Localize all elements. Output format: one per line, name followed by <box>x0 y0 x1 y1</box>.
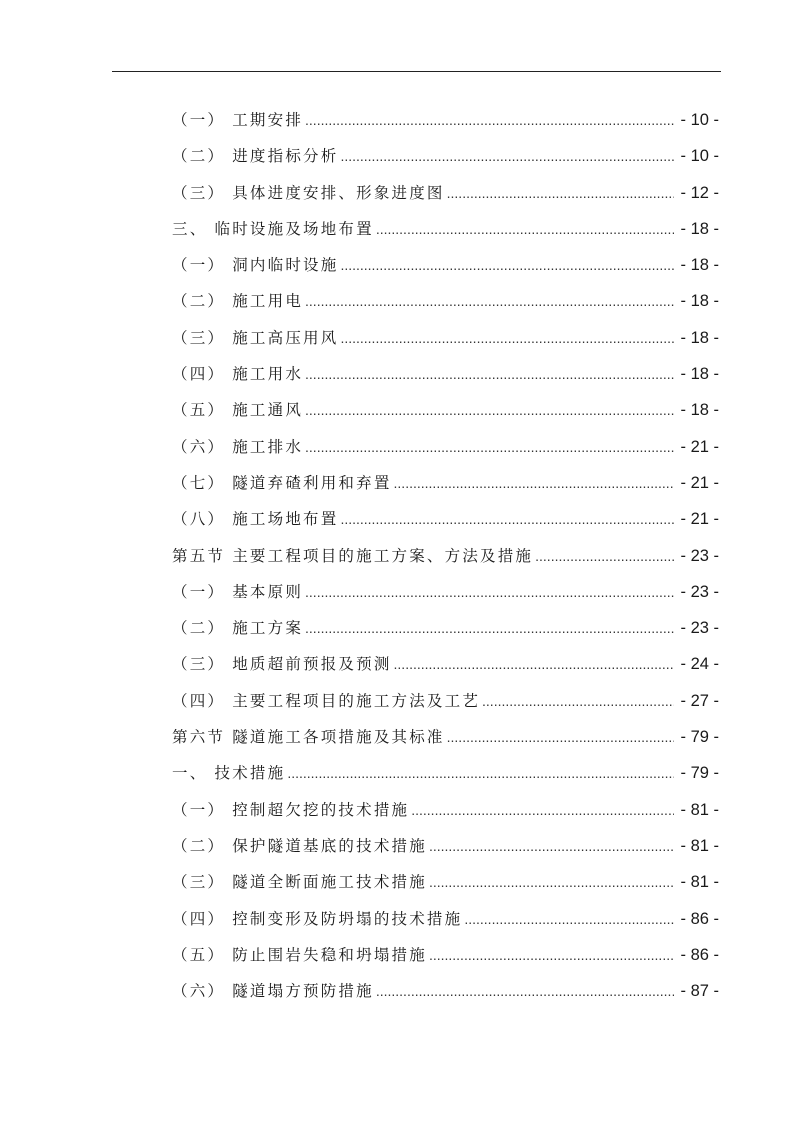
toc-page-number: - 10 - <box>680 147 719 166</box>
toc-page-number: - 81 - <box>680 873 719 892</box>
toc-page-number: - 18 - <box>680 365 719 384</box>
toc-entry[interactable] <box>172 144 719 180</box>
toc-entry[interactable] <box>172 616 719 652</box>
toc-entry-title: （四） 控制变形及防坍塌的技术措施 <box>172 909 463 928</box>
toc-entry-title: （五） 防止围岩失稳和坍塌措施 <box>172 945 427 964</box>
toc-page-number: - 79 - <box>680 728 719 747</box>
toc-entry-title: （八） 施工场地布置 <box>172 510 339 529</box>
toc-leader-dots <box>376 983 675 999</box>
toc-entry[interactable] <box>172 761 719 797</box>
toc-leader-dots <box>340 257 674 273</box>
toc-page-number: - 21 - <box>680 510 719 529</box>
toc-leader-dots <box>305 584 674 600</box>
toc-leader-dots <box>429 874 675 890</box>
toc-entry-title: 三、 临时设施及场地布置 <box>172 219 374 238</box>
toc-entry[interactable] <box>172 362 719 398</box>
toc-page-number: - 18 - <box>680 256 719 275</box>
toc-leader-dots <box>340 330 674 346</box>
toc-leader-dots <box>394 475 675 491</box>
toc-entry[interactable] <box>172 544 719 580</box>
toc-page-number: - 18 - <box>680 328 719 347</box>
toc-entry[interactable] <box>172 398 719 434</box>
toc-entry-title: （一） 控制超欠挖的技术措施 <box>172 800 410 819</box>
toc-entry-title: （六） 施工排水 <box>172 437 304 456</box>
toc-leader-dots <box>305 402 674 418</box>
toc-entry[interactable] <box>172 907 719 943</box>
header-rule <box>112 71 721 72</box>
toc-page-number: - 21 - <box>680 473 719 492</box>
toc-page-number: - 23 - <box>680 546 719 565</box>
toc-page-number: - 18 - <box>680 219 719 238</box>
toc-leader-dots <box>376 221 675 237</box>
toc-entry[interactable] <box>172 181 719 217</box>
toc-leader-dots <box>394 656 675 672</box>
toc-page-number: - 10 - <box>680 111 719 129</box>
toc-page-number: - 24 - <box>680 655 719 674</box>
toc-entry-title: 第五节 主要工程项目的施工方案、方法及措施 <box>172 546 534 565</box>
toc-entry[interactable] <box>172 471 719 507</box>
toc-entry-title: （一） 基本原则 <box>172 582 304 601</box>
toc-entry[interactable] <box>172 580 719 616</box>
toc-entry[interactable] <box>172 108 719 144</box>
toc-entry-title: （七） 隧道弃碴利用和弃置 <box>172 473 392 492</box>
toc-leader-dots <box>340 148 674 164</box>
toc-page-number: - 86 - <box>680 909 719 928</box>
toc-entry-title: （一） 洞内临时设施 <box>172 256 339 275</box>
toc-entry[interactable] <box>172 689 719 725</box>
toc-page-number: - 21 - <box>680 437 719 456</box>
toc-leader-dots <box>305 439 674 455</box>
toc-page-number: - 12 - <box>680 183 719 202</box>
toc-page-number: - 27 - <box>680 691 719 710</box>
toc-leader-dots <box>287 765 674 781</box>
toc-page-number: - 18 - <box>680 292 719 311</box>
toc-entry[interactable] <box>172 435 719 471</box>
toc-leader-dots <box>429 947 675 963</box>
toc-page-number: - 23 - <box>680 619 719 638</box>
toc-entry-title: （二） 保护隧道基底的技术措施 <box>172 836 427 855</box>
toc-leader-dots <box>305 293 674 309</box>
toc-entry[interactable] <box>172 834 719 870</box>
toc-entry-title: （二） 进度指标分析 <box>172 147 339 166</box>
toc-leader-dots <box>482 693 674 709</box>
toc-leader-dots <box>447 729 675 745</box>
toc-page-number: - 23 - <box>680 582 719 601</box>
toc-entry[interactable] <box>172 652 719 688</box>
toc-leader-dots <box>305 112 674 128</box>
toc-page-number: - 79 - <box>680 764 719 783</box>
toc-entry[interactable] <box>172 326 719 362</box>
toc-entry-title: （一） 工期安排 <box>172 111 304 129</box>
toc-entry-title: （六） 隧道塌方预防措施 <box>172 982 374 1001</box>
toc-page-number: - 87 - <box>680 982 719 1001</box>
toc-leader-dots <box>305 620 674 636</box>
toc-entry[interactable] <box>172 798 719 834</box>
toc-leader-dots <box>464 911 674 927</box>
toc-entry[interactable] <box>172 507 719 543</box>
toc-entry-title: （三） 地质超前预报及预测 <box>172 655 392 674</box>
toc-entry-title: （三） 具体进度安排、形象进度图 <box>172 183 445 202</box>
toc-entry[interactable] <box>172 217 719 253</box>
toc-entry[interactable] <box>172 870 719 906</box>
toc-leader-dots <box>340 511 674 527</box>
toc-entry-title: （二） 施工方案 <box>172 619 304 638</box>
toc-entry-title: （二） 施工用电 <box>172 292 304 311</box>
toc-entry-title: （三） 施工高压用风 <box>172 328 339 347</box>
toc-entry[interactable] <box>172 725 719 761</box>
toc-page-number: - 81 - <box>680 836 719 855</box>
toc-entry-title: （五） 施工通风 <box>172 401 304 420</box>
toc-page-number: - 86 - <box>680 945 719 964</box>
toc-leader-dots <box>411 802 674 818</box>
toc-entry-title: 第六节 隧道施工各项措施及其标准 <box>172 728 445 747</box>
toc-leader-dots <box>429 838 675 854</box>
toc-entry[interactable] <box>172 289 719 325</box>
table-of-contents <box>172 108 719 1015</box>
toc-entry-title: （三） 隧道全断面施工技术措施 <box>172 873 427 892</box>
toc-entry[interactable] <box>172 943 719 979</box>
toc-page-number: - 81 - <box>680 800 719 819</box>
toc-entry[interactable] <box>172 979 719 1015</box>
toc-page-number: - 18 - <box>680 401 719 420</box>
toc-leader-dots <box>447 185 675 201</box>
toc-entry-title: （四） 主要工程项目的施工方法及工艺 <box>172 691 481 710</box>
toc-leader-dots <box>535 548 674 564</box>
toc-leader-dots <box>305 366 674 382</box>
toc-entry-title: （四） 施工用水 <box>172 365 304 384</box>
toc-entry-title: 一、 技术措施 <box>172 764 286 783</box>
toc-entry[interactable] <box>172 253 719 289</box>
